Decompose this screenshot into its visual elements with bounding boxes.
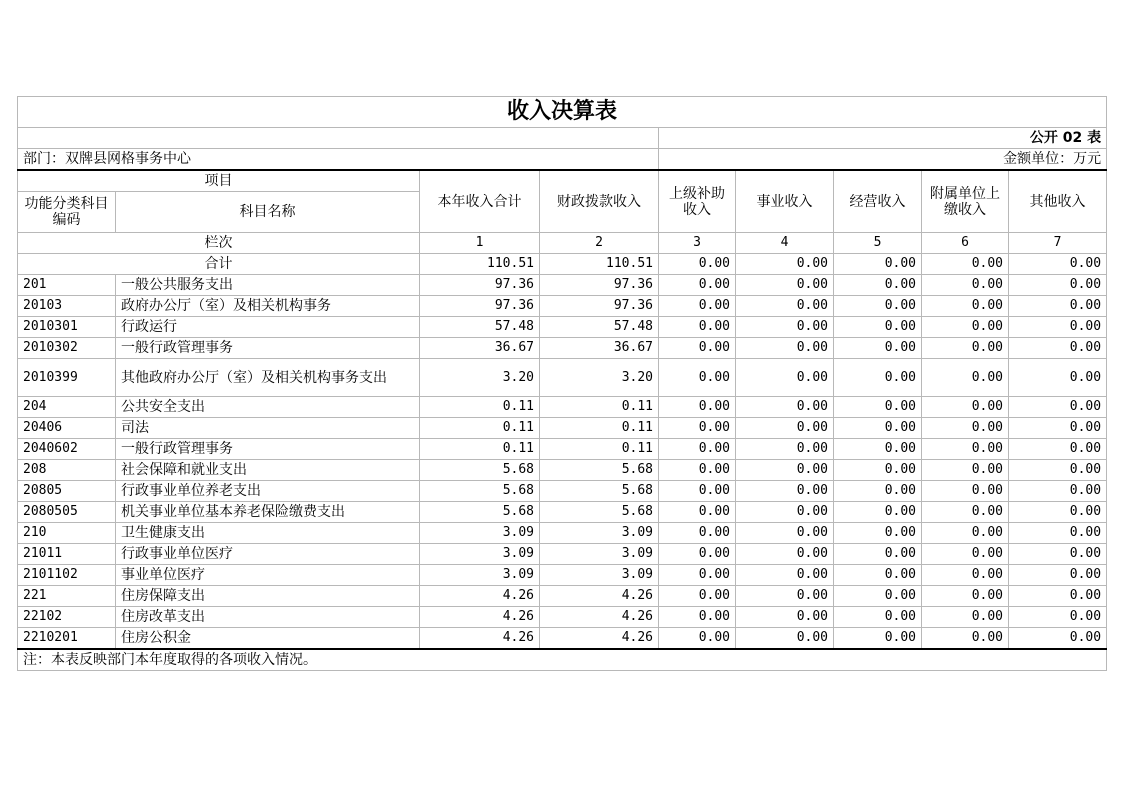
row-value: 5.68 — [540, 460, 659, 481]
table-row — [18, 439, 1107, 460]
row-value: 0.00 — [834, 502, 922, 523]
row-value: 5.68 — [540, 502, 659, 523]
row-value: 0.00 — [834, 628, 922, 650]
row-value: 0.00 — [834, 359, 922, 397]
row-value: 0.00 — [1009, 460, 1107, 481]
row-value: 0.00 — [834, 523, 922, 544]
row-value: 0.00 — [659, 439, 736, 460]
row-name: 其他政府办公厅（室）及相关机构事务支出 — [116, 359, 420, 397]
form-code: 公开 02 表 — [659, 128, 1107, 149]
row-code: 2010302 — [18, 338, 116, 359]
row-value: 0.00 — [736, 338, 834, 359]
table-row — [18, 317, 1107, 338]
row-value: 0.00 — [922, 586, 1009, 607]
row-value: 0.00 — [922, 481, 1009, 502]
row-value: 0.00 — [834, 418, 922, 439]
row-value: 0.00 — [659, 607, 736, 628]
table-note: 注：本表反映部门本年度取得的各项收入情况。 — [18, 649, 1107, 671]
income-final-account-table — [17, 96, 1107, 671]
row-name: 公共安全支出 — [116, 397, 420, 418]
row-name: 住房公积金 — [116, 628, 420, 650]
row-name: 卫生健康支出 — [116, 523, 420, 544]
row-value: 0.00 — [736, 317, 834, 338]
row-code: 210 — [18, 523, 116, 544]
row-name: 一般行政管理事务 — [116, 338, 420, 359]
row-name: 住房改革支出 — [116, 607, 420, 628]
header-col-7: 其他收入 — [1009, 170, 1107, 233]
row-value: 0.00 — [736, 544, 834, 565]
total-label: 合计 — [18, 254, 420, 275]
row-value: 0.00 — [1009, 544, 1107, 565]
row-name: 行政事业单位医疗 — [116, 544, 420, 565]
row-code: 201 — [18, 275, 116, 296]
row-value: 0.00 — [922, 565, 1009, 586]
row-value: 97.36 — [540, 296, 659, 317]
row-value: 0.00 — [922, 317, 1009, 338]
row-value: 0.00 — [1009, 275, 1107, 296]
row-code: 2101102 — [18, 565, 116, 586]
table-row — [18, 544, 1107, 565]
row-value: 3.09 — [540, 565, 659, 586]
row-value: 3.20 — [540, 359, 659, 397]
row-value: 5.68 — [420, 502, 540, 523]
row-name: 机关事业单位基本养老保险缴费支出 — [116, 502, 420, 523]
row-value: 0.00 — [1009, 296, 1107, 317]
row-value: 0.00 — [1009, 502, 1107, 523]
row-value: 97.36 — [540, 275, 659, 296]
blank-cell — [18, 128, 659, 149]
row-value: 3.09 — [540, 523, 659, 544]
row-value: 0.00 — [659, 296, 736, 317]
row-value: 4.26 — [420, 628, 540, 650]
table-row — [18, 275, 1107, 296]
row-value: 0.00 — [659, 544, 736, 565]
column-number: 2 — [540, 233, 659, 254]
table-row — [18, 481, 1107, 502]
table-row — [18, 418, 1107, 439]
column-number: 7 — [1009, 233, 1107, 254]
row-name: 事业单位医疗 — [116, 565, 420, 586]
row-value: 0.00 — [834, 439, 922, 460]
table-title: 收入决算表 — [18, 97, 1107, 128]
row-value: 36.67 — [540, 338, 659, 359]
row-value: 0.00 — [922, 359, 1009, 397]
table-row — [18, 460, 1107, 481]
header-code: 功能分类科目编码 — [18, 192, 116, 233]
row-value: 0.00 — [834, 607, 922, 628]
row-value: 0.00 — [1009, 481, 1107, 502]
row-code: 20406 — [18, 418, 116, 439]
row-value: 0.00 — [659, 586, 736, 607]
table-row — [18, 359, 1107, 397]
row-value: 0.00 — [922, 338, 1009, 359]
row-value: 36.67 — [420, 338, 540, 359]
row-value: 0.00 — [659, 460, 736, 481]
row-name: 政府办公厅（室）及相关机构事务 — [116, 296, 420, 317]
row-name: 行政事业单位养老支出 — [116, 481, 420, 502]
total-value: 0.00 — [834, 254, 922, 275]
row-value: 0.00 — [736, 607, 834, 628]
row-value: 0.00 — [736, 275, 834, 296]
row-value: 0.00 — [1009, 338, 1107, 359]
table-row — [18, 607, 1107, 628]
row-value: 0.11 — [540, 397, 659, 418]
row-value: 0.00 — [834, 565, 922, 586]
row-value: 0.00 — [834, 586, 922, 607]
row-value: 0.00 — [1009, 439, 1107, 460]
row-value: 0.00 — [736, 565, 834, 586]
row-value: 0.00 — [736, 460, 834, 481]
header-col-5: 经营收入 — [834, 170, 922, 233]
row-value: 5.68 — [420, 460, 540, 481]
row-code: 208 — [18, 460, 116, 481]
row-value: 0.00 — [922, 523, 1009, 544]
total-value: 0.00 — [659, 254, 736, 275]
row-value: 97.36 — [420, 275, 540, 296]
row-code: 20103 — [18, 296, 116, 317]
row-value: 0.00 — [834, 481, 922, 502]
row-value: 0.00 — [1009, 607, 1107, 628]
row-value: 5.68 — [420, 481, 540, 502]
row-value: 0.00 — [1009, 418, 1107, 439]
row-value: 0.00 — [659, 338, 736, 359]
header-col-2: 财政拨款收入 — [540, 170, 659, 233]
total-value: 110.51 — [540, 254, 659, 275]
row-value: 3.09 — [420, 523, 540, 544]
row-value: 0.00 — [736, 502, 834, 523]
row-name: 司法 — [116, 418, 420, 439]
row-value: 0.00 — [659, 523, 736, 544]
row-code: 22102 — [18, 607, 116, 628]
department-label: 部门：双牌县网格事务中心 — [18, 149, 659, 171]
header-col-1: 本年收入合计 — [420, 170, 540, 233]
row-value: 0.00 — [922, 544, 1009, 565]
row-value: 0.00 — [659, 565, 736, 586]
row-value: 0.00 — [736, 523, 834, 544]
row-value: 5.68 — [540, 481, 659, 502]
row-value: 0.00 — [834, 460, 922, 481]
row-code: 221 — [18, 586, 116, 607]
row-value: 0.00 — [659, 317, 736, 338]
table-row — [18, 586, 1107, 607]
row-value: 57.48 — [420, 317, 540, 338]
row-value: 0.00 — [922, 607, 1009, 628]
row-code: 2010301 — [18, 317, 116, 338]
row-value: 0.00 — [922, 397, 1009, 418]
row-value: 0.00 — [834, 397, 922, 418]
total-value: 0.00 — [922, 254, 1009, 275]
row-name: 一般行政管理事务 — [116, 439, 420, 460]
row-name: 一般公共服务支出 — [116, 275, 420, 296]
row-code: 2040602 — [18, 439, 116, 460]
row-value: 0.00 — [659, 418, 736, 439]
row-value: 0.00 — [922, 418, 1009, 439]
row-value: 4.26 — [540, 586, 659, 607]
total-value: 0.00 — [1009, 254, 1107, 275]
row-value: 0.00 — [736, 296, 834, 317]
row-value: 0.11 — [420, 418, 540, 439]
header-item: 项目 — [18, 170, 420, 192]
row-value: 0.00 — [736, 359, 834, 397]
total-value: 0.00 — [736, 254, 834, 275]
row-value: 3.09 — [420, 565, 540, 586]
row-code: 2010399 — [18, 359, 116, 397]
row-value: 0.00 — [1009, 565, 1107, 586]
row-value: 0.00 — [922, 296, 1009, 317]
row-value: 0.00 — [1009, 523, 1107, 544]
row-value: 0.00 — [922, 502, 1009, 523]
row-code: 2210201 — [18, 628, 116, 650]
header-col-4: 事业收入 — [736, 170, 834, 233]
row-value: 0.00 — [736, 397, 834, 418]
header-col-6: 附属单位上缴收入 — [922, 170, 1009, 233]
header-row-label: 栏次 — [18, 233, 420, 254]
column-number: 3 — [659, 233, 736, 254]
row-value: 0.00 — [922, 460, 1009, 481]
row-value: 0.11 — [540, 418, 659, 439]
row-value: 0.11 — [420, 397, 540, 418]
row-value: 0.00 — [659, 275, 736, 296]
row-value: 0.00 — [834, 275, 922, 296]
row-name: 社会保障和就业支出 — [116, 460, 420, 481]
row-value: 0.00 — [1009, 359, 1107, 397]
row-code: 204 — [18, 397, 116, 418]
row-value: 0.00 — [659, 397, 736, 418]
column-number: 1 — [420, 233, 540, 254]
row-value: 0.00 — [922, 439, 1009, 460]
row-value: 0.00 — [736, 439, 834, 460]
row-value: 0.00 — [659, 481, 736, 502]
row-value: 0.00 — [1009, 586, 1107, 607]
row-name: 住房保障支出 — [116, 586, 420, 607]
row-value: 0.00 — [659, 502, 736, 523]
header-name: 科目名称 — [116, 192, 420, 233]
unit-label: 金额单位：万元 — [659, 149, 1107, 171]
row-value: 0.00 — [834, 296, 922, 317]
row-value: 3.09 — [540, 544, 659, 565]
column-number: 6 — [922, 233, 1009, 254]
row-value: 0.00 — [1009, 397, 1107, 418]
row-code: 21011 — [18, 544, 116, 565]
row-value: 57.48 — [540, 317, 659, 338]
table-row — [18, 502, 1107, 523]
row-value: 0.00 — [659, 359, 736, 397]
table-row — [18, 397, 1107, 418]
row-value: 0.11 — [420, 439, 540, 460]
row-value: 0.00 — [922, 275, 1009, 296]
row-value: 4.26 — [540, 607, 659, 628]
table-row — [18, 296, 1107, 317]
row-value: 0.00 — [834, 544, 922, 565]
row-value: 0.00 — [834, 338, 922, 359]
row-value: 0.00 — [736, 586, 834, 607]
row-code: 2080505 — [18, 502, 116, 523]
table-row — [18, 565, 1107, 586]
row-value: 3.20 — [420, 359, 540, 397]
row-code: 20805 — [18, 481, 116, 502]
row-value: 0.00 — [736, 628, 834, 650]
row-value: 0.00 — [834, 317, 922, 338]
row-value: 0.00 — [736, 418, 834, 439]
header-col-3: 上级补助收入 — [659, 170, 736, 233]
column-number: 4 — [736, 233, 834, 254]
column-number: 5 — [834, 233, 922, 254]
row-name: 行政运行 — [116, 317, 420, 338]
row-value: 0.00 — [736, 481, 834, 502]
table-row — [18, 628, 1107, 650]
table-row — [18, 338, 1107, 359]
row-value: 97.36 — [420, 296, 540, 317]
row-value: 4.26 — [420, 586, 540, 607]
row-value: 0.00 — [922, 628, 1009, 650]
row-value: 4.26 — [540, 628, 659, 650]
row-value: 0.00 — [659, 628, 736, 650]
row-value: 0.00 — [1009, 317, 1107, 338]
row-value: 0.11 — [540, 439, 659, 460]
row-value: 4.26 — [420, 607, 540, 628]
table-row — [18, 523, 1107, 544]
row-value: 3.09 — [420, 544, 540, 565]
row-value: 0.00 — [1009, 628, 1107, 650]
total-value: 110.51 — [420, 254, 540, 275]
